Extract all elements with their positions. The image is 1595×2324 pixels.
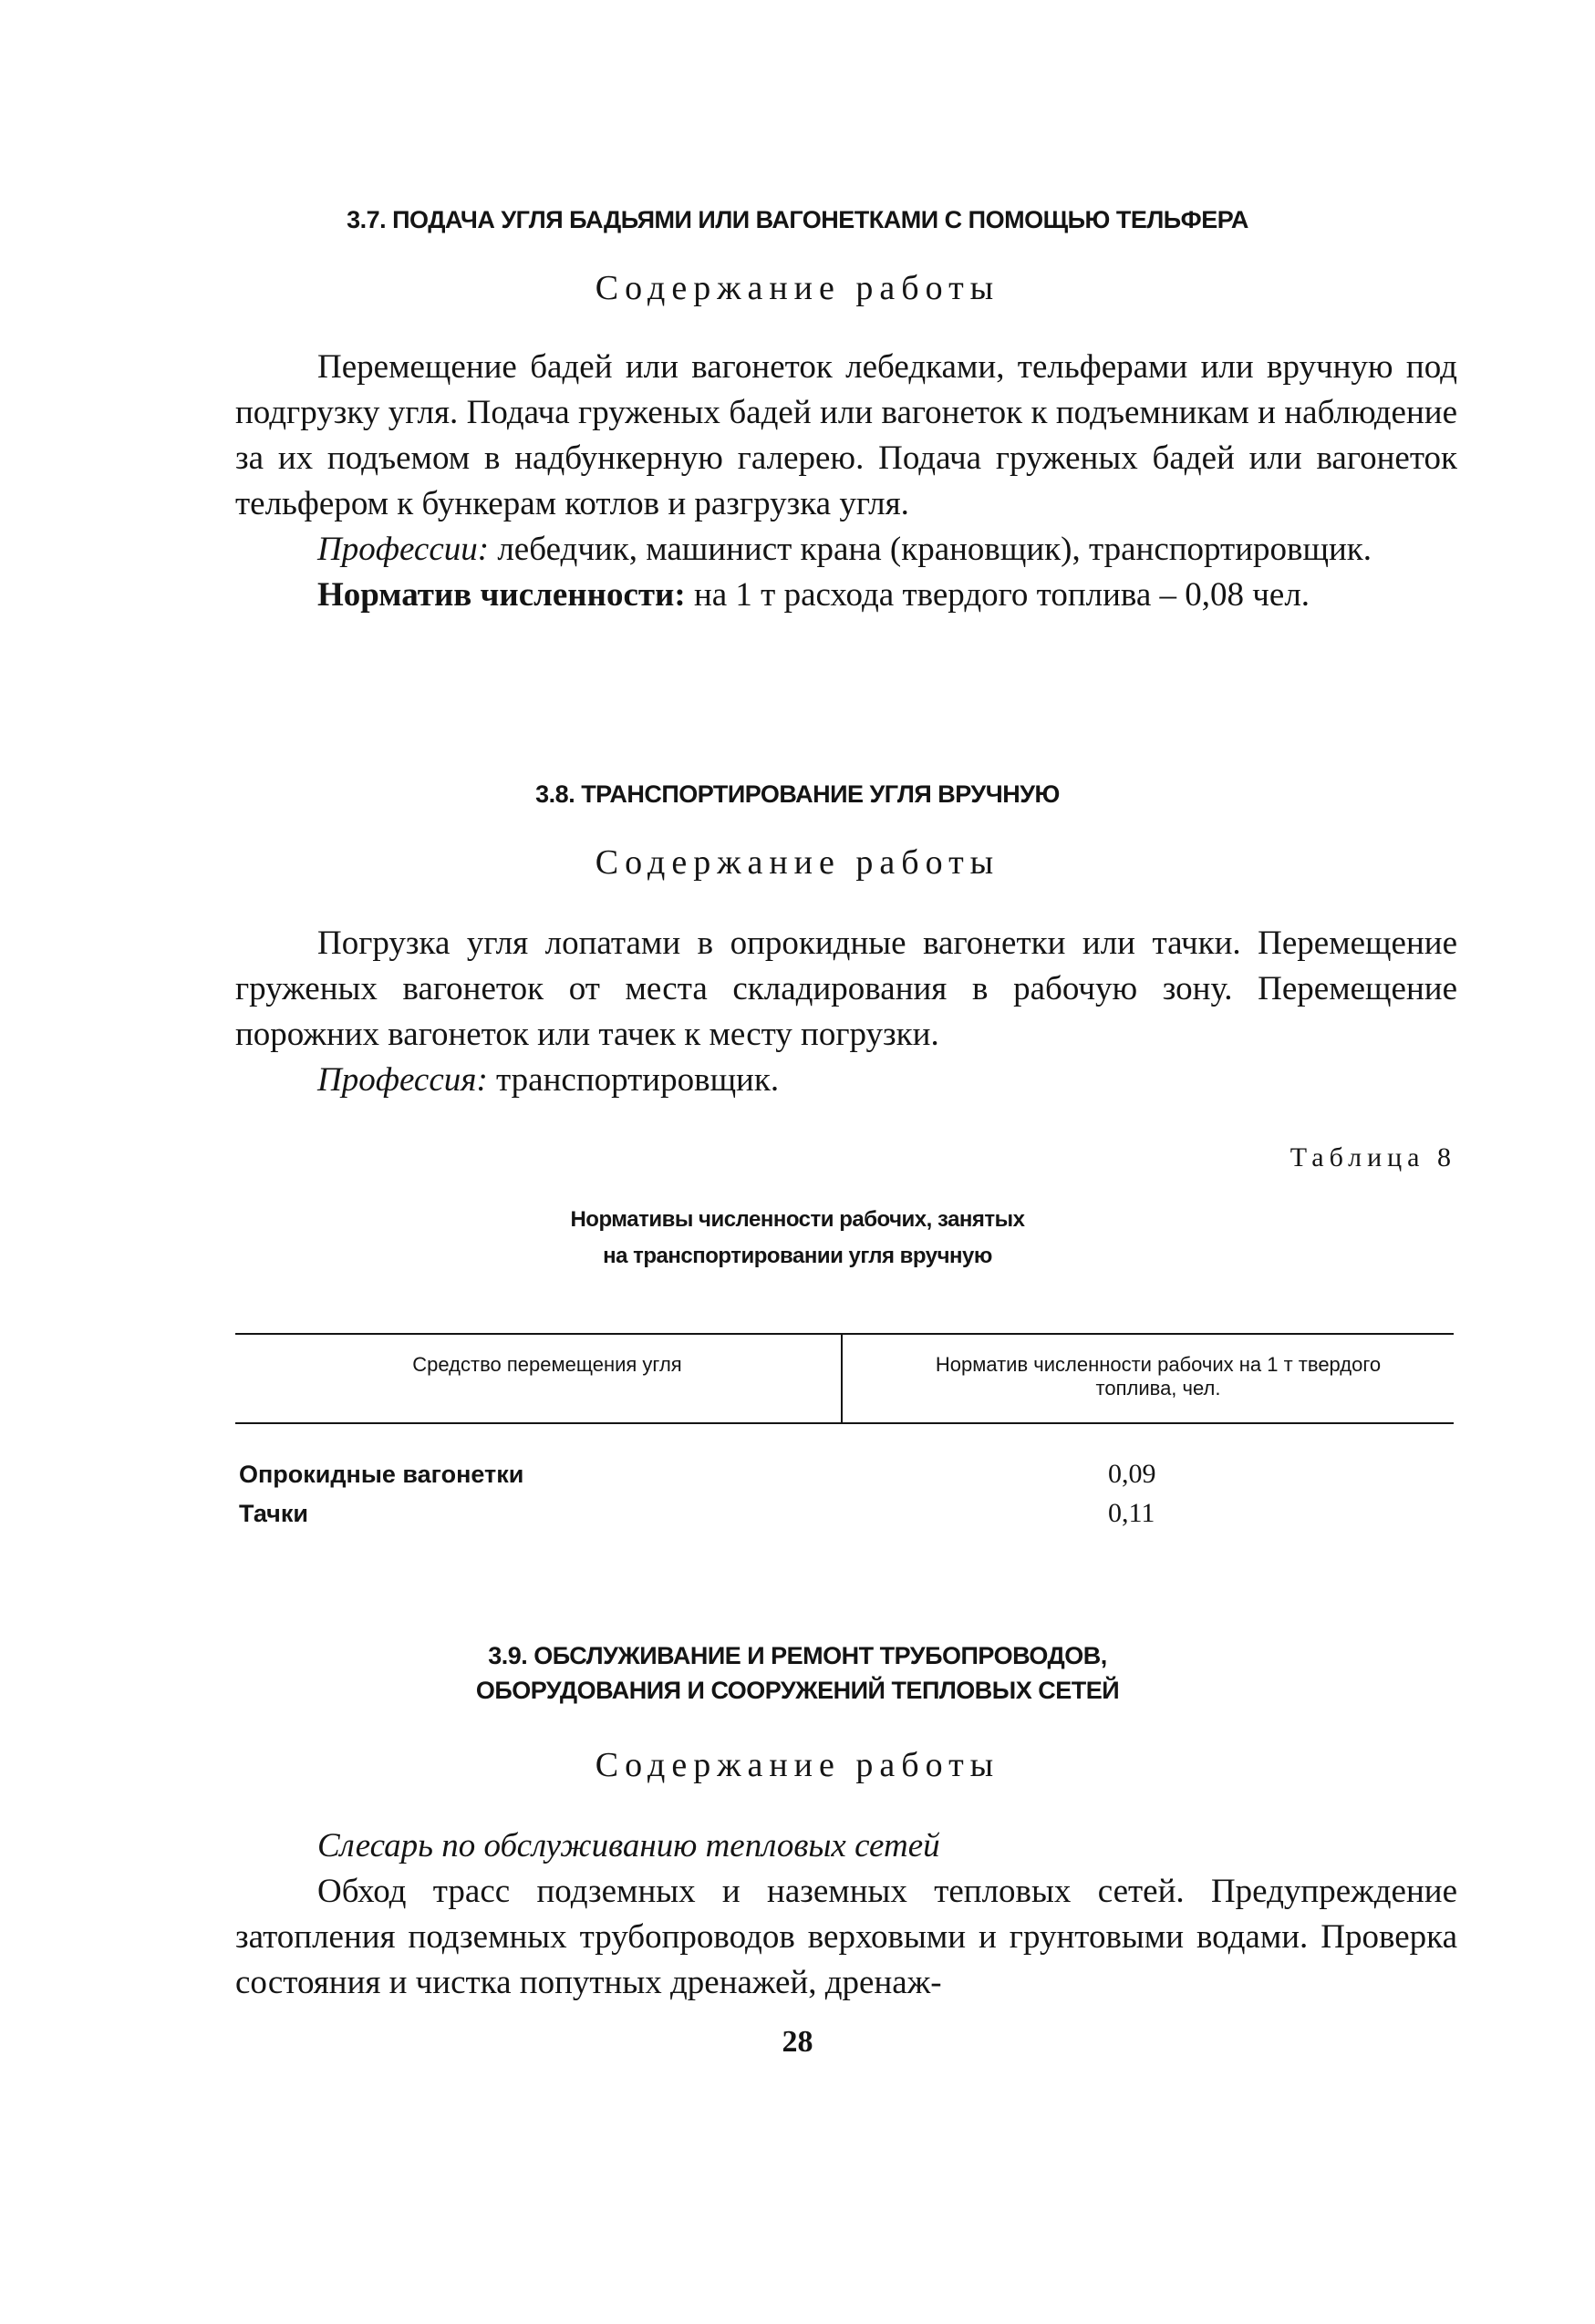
profession-label: Профессия: <box>317 1061 488 1099</box>
section-3-7-subheading: Содержание работы <box>595 269 1000 307</box>
table-8-title-line1: Нормативы численности рабочих, занятых <box>570 1207 1025 1232</box>
table-row-2-value: 0,11 <box>1108 1498 1155 1528</box>
section-3-7-norm <box>235 573 1457 618</box>
norm-label: Норматив численности: <box>317 576 686 614</box>
section-3-7-body <box>235 345 1457 618</box>
section-3-8-subheading: Содержание работы <box>595 843 1000 882</box>
professions-label: Профессии: <box>317 531 490 568</box>
section-3-9-text: Обход трасс подземных и наземных тепловых сетей. Предупреждение затопления подземных трубопроводов верховыми и грунтовыми водами. Проверка состояния и чистка попутных дренажей, дренаж- <box>235 1873 1457 2001</box>
section-3-7-heading: 3.7. ПОДАЧА УГЛЯ БАДЬЯМИ ИЛИ ВАГОНЕТКАМИ С ПОМОЩЬЮ ТЕЛЬФЕРА <box>347 206 1248 233</box>
section-3-9-body <box>235 1823 1457 2006</box>
section-3-9-heading <box>0 1638 1595 1708</box>
section-3-9-role: Слесарь по обслуживанию тепловых сетей <box>317 1827 940 1864</box>
section-3-7-text: Перемещение бадей или вагонеток лебедками, тельферами или вручную под подгрузку угля. Подача груженых бадей или вагонеток к подъемникам и наблюдение за их подъемом в надбункерную галерею. Подача груженых бадей или вагонеток тельфером к бункерам котлов и разгрузка угля. <box>235 348 1457 522</box>
table-top-rule <box>235 1333 1454 1335</box>
section-3-9-heading-line2: ОБОРУДОВАНИЯ И СООРУЖЕНИЙ ТЕПЛОВЫХ СЕТЕЙ <box>475 1677 1120 1704</box>
section-3-9-heading-line1: 3.9. ОБСЛУЖИВАНИЕ И РЕМОНТ ТРУБОПРОВОДОВ, <box>488 1642 1107 1669</box>
table-8-label: Таблица 8 <box>1289 1142 1456 1172</box>
section-3-8-profession <box>235 1058 1457 1103</box>
profession-text: транспортировщик. <box>487 1061 780 1099</box>
section-3-8-text: Погрузка угля лопатами в опрокидные вагонетки или тачки. Перемещение груженых вагонеток от места складирования в рабочую зону. Перемещение порожних вагонеток или тачек к месту погрузки. <box>235 924 1457 1053</box>
table-column-divider <box>841 1333 843 1424</box>
table-col2-header: Норматив численности рабочих на 1 т твердого топлива, чел. <box>935 1353 1382 1400</box>
section-3-9-subheading: Содержание работы <box>595 1746 1000 1784</box>
table-col1-header: Средство перемещения угля <box>412 1353 682 1376</box>
table-8-title <box>0 1202 1595 1275</box>
section-3-8-body <box>235 921 1457 1103</box>
table-8-title-line2: на транспортировании угля вручную <box>603 1244 992 1268</box>
table-header-rule <box>235 1422 1454 1424</box>
table-row-1-value: 0,09 <box>1108 1459 1156 1489</box>
table-row-1-name: Опрокидные вагонетки <box>239 1461 524 1488</box>
norm-text: на 1 т расхода твердого топлива – 0,08 чел. <box>685 576 1310 614</box>
section-3-8-heading: 3.8. ТРАНСПОРТИРОВАНИЕ УГЛЯ ВРУЧНУЮ <box>535 780 1060 808</box>
table-row-2-name: Тачки <box>239 1500 308 1527</box>
section-3-7-professions <box>235 527 1457 573</box>
page-number: 28 <box>782 2025 813 2059</box>
professions-text: лебедчик, машинист крана (крановщик), транспортировщик. <box>489 531 1372 568</box>
